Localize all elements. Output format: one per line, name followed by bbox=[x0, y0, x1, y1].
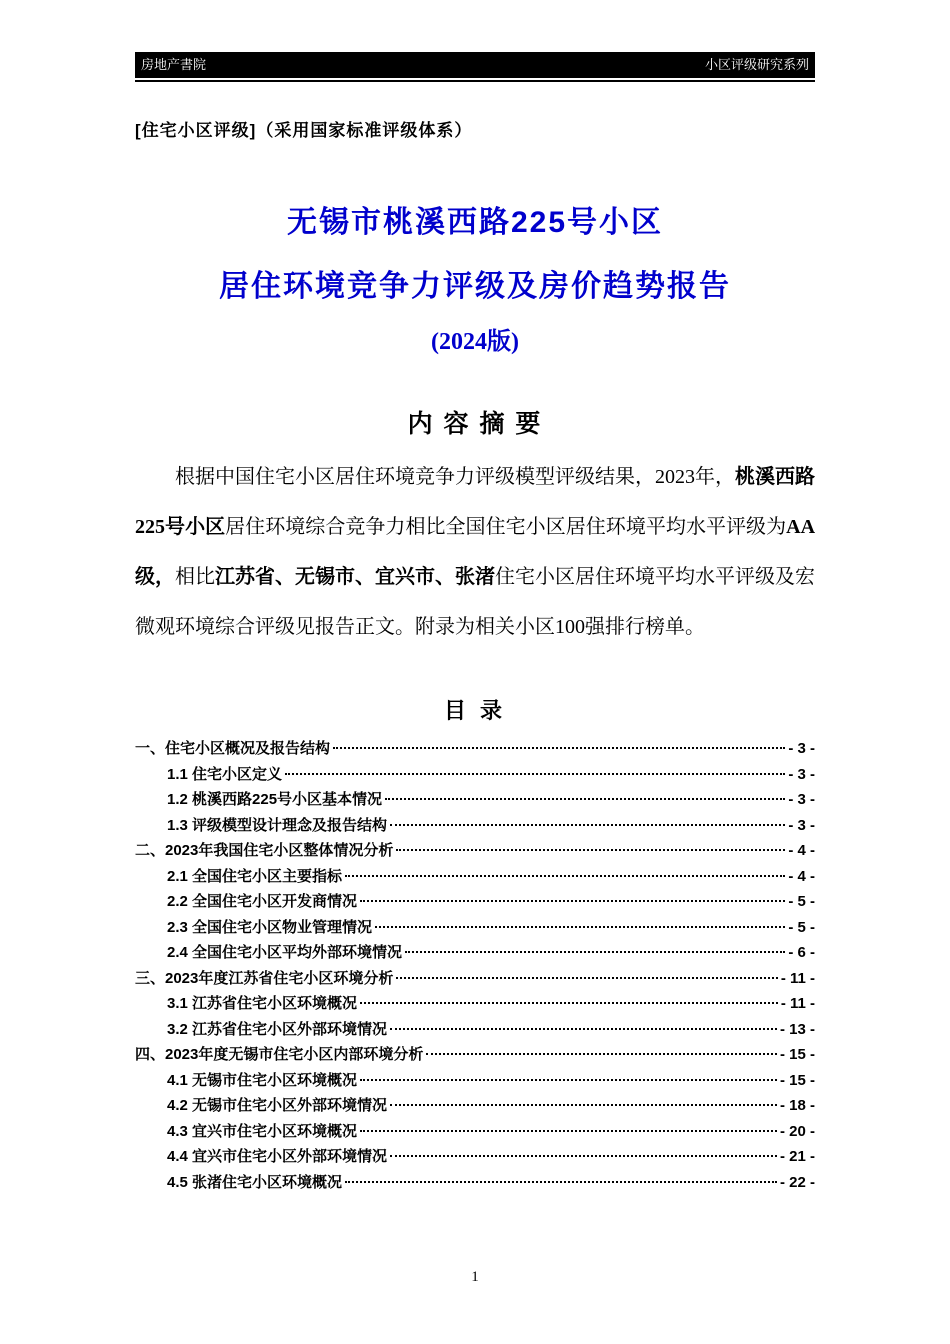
summary-run: 根据中国住宅小区居住环境竞争力评级模型评级结果，2023年， bbox=[175, 466, 735, 488]
toc-entry-page: - 11 - bbox=[780, 969, 815, 987]
toc-dot-leader bbox=[426, 1053, 777, 1055]
toc-entry-label: 3.2 江苏省住宅小区外部环境情况 bbox=[167, 1020, 388, 1038]
toc-heading: 目 录 bbox=[443, 698, 507, 723]
toc-dot-leader bbox=[285, 773, 785, 775]
toc-entry[interactable] bbox=[135, 916, 815, 942]
toc-dot-leader bbox=[375, 926, 785, 928]
toc-dot-leader bbox=[390, 824, 785, 826]
document-header-band bbox=[135, 52, 815, 78]
summary-run-community-name: 桃溪西路225号小区 bbox=[135, 466, 815, 538]
toc-dot-leader bbox=[385, 798, 785, 800]
summary-heading: 内 容 摘 要 bbox=[407, 410, 543, 438]
toc-entry[interactable] bbox=[135, 1171, 815, 1197]
toc-entry-page: - 18 - bbox=[779, 1097, 815, 1114]
toc-dot-leader bbox=[405, 951, 785, 953]
toc-dot-leader bbox=[360, 1002, 778, 1004]
toc-entry[interactable] bbox=[135, 763, 815, 789]
toc-entry[interactable] bbox=[135, 941, 815, 967]
toc-entry-page: - 15 - bbox=[779, 1046, 815, 1063]
toc-dot-leader bbox=[345, 1181, 777, 1183]
toc-entry-page: - 3 - bbox=[788, 791, 815, 808]
summary-run: 相比 bbox=[175, 566, 215, 588]
toc-entry-page: - 3 - bbox=[788, 816, 815, 834]
toc-entry-page: - 13 - bbox=[779, 1020, 815, 1038]
summary-run: 住宅小区居住环境平均水平评级及宏微观环境综合评级见报告正文。附录为相关小区100强排行榜单。 bbox=[135, 566, 815, 638]
toc-dot-leader bbox=[333, 747, 785, 749]
toc-entry-label: 4.4 宜兴市住宅小区外部环境情况 bbox=[167, 1148, 388, 1165]
summary-run-regions: 江苏省、无锡市、宜兴市、张渚 bbox=[215, 566, 495, 588]
toc-entry-label: 2.4 全国住宅小区平均外部环境情况 bbox=[167, 944, 403, 961]
table-of-contents bbox=[135, 737, 815, 1196]
toc-entry-label: 一、住宅小区概况及报告结构 bbox=[135, 740, 331, 757]
summary-run-rating: AA级， bbox=[135, 516, 816, 588]
toc-entry[interactable] bbox=[135, 1094, 815, 1120]
toc-dot-leader bbox=[390, 1104, 777, 1106]
toc-dot-leader bbox=[345, 875, 785, 877]
toc-entry-label: 四、2023年度无锡市住宅小区内部环境分析 bbox=[135, 1046, 424, 1063]
toc-entry-page: - 5 - bbox=[788, 893, 815, 910]
toc-entry-page: - 21 - bbox=[779, 1148, 815, 1165]
toc-entry-label: 1.2 桃溪西路225号小区基本情况 bbox=[167, 791, 383, 808]
toc-entry-label: 4.2 无锡市住宅小区外部环境情况 bbox=[167, 1097, 388, 1114]
toc-dot-leader bbox=[360, 1079, 777, 1081]
toc-entry[interactable] bbox=[135, 967, 815, 993]
toc-entry[interactable] bbox=[135, 737, 815, 763]
report-category-line: [住宅小区评级]（采用国家标准评级体系） bbox=[135, 121, 473, 140]
toc-entry-label: 2.2 全国住宅小区开发商情况 bbox=[167, 893, 358, 910]
toc-dot-leader bbox=[360, 1130, 777, 1132]
toc-entry-page: - 4 - bbox=[788, 867, 815, 885]
toc-entry[interactable] bbox=[135, 839, 815, 865]
toc-dot-leader bbox=[390, 1155, 777, 1157]
toc-entry-page: - 3 - bbox=[788, 765, 815, 783]
page-number: 1 bbox=[471, 1269, 479, 1285]
toc-entry-label: 1.1 住宅小区定义 bbox=[167, 765, 283, 783]
summary-paragraph bbox=[135, 452, 815, 652]
toc-dot-leader bbox=[396, 849, 785, 851]
header-divider bbox=[135, 80, 815, 82]
summary-run: 居住环境综合竞争力相比全国住宅小区居住环境平均水平评级为 bbox=[225, 516, 787, 538]
toc-entry[interactable] bbox=[135, 992, 815, 1018]
toc-entry-label: 4.1 无锡市住宅小区环境概况 bbox=[167, 1071, 358, 1089]
toc-entry-label: 4.5 张渚住宅小区环境概况 bbox=[167, 1173, 343, 1191]
toc-entry-label: 3.1 江苏省住宅小区环境概况 bbox=[167, 995, 358, 1012]
toc-entry-page: - 20 - bbox=[779, 1122, 815, 1140]
toc-entry-page: - 5 - bbox=[788, 918, 815, 936]
toc-dot-leader bbox=[390, 1028, 777, 1030]
toc-entry[interactable] bbox=[135, 1120, 815, 1146]
toc-entry[interactable] bbox=[135, 814, 815, 840]
report-edition: (2024版) bbox=[431, 329, 519, 355]
toc-entry-label: 二、2023年我国住宅小区整体情况分析 bbox=[135, 842, 394, 859]
header-left-brand: 房地产書院 bbox=[141, 57, 207, 72]
toc-entry-label: 三、2023年度江苏省住宅小区环境分析 bbox=[135, 969, 394, 987]
header-right-series: 小区评级研究系列 bbox=[704, 57, 809, 72]
toc-entry-label: 4.3 宜兴市住宅小区环境概况 bbox=[167, 1122, 358, 1140]
toc-entry-page: - 3 - bbox=[788, 740, 815, 757]
toc-entry[interactable] bbox=[135, 1069, 815, 1095]
toc-entry-label: 1.3 评级模型设计理念及报告结构 bbox=[167, 816, 388, 834]
toc-entry[interactable] bbox=[135, 1043, 815, 1069]
toc-entry[interactable] bbox=[135, 865, 815, 891]
toc-entry[interactable] bbox=[135, 1145, 815, 1171]
toc-dot-leader bbox=[396, 977, 777, 979]
title-block bbox=[135, 197, 815, 356]
toc-entry[interactable] bbox=[135, 788, 815, 814]
toc-entry-page: - 4 - bbox=[788, 842, 815, 859]
toc-dot-leader bbox=[360, 900, 785, 902]
report-title-line1: 无锡市桃溪西路225号小区 bbox=[286, 206, 664, 239]
toc-entry-page: - 15 - bbox=[779, 1071, 815, 1089]
toc-entry-label: 2.3 全国住宅小区物业管理情况 bbox=[167, 918, 373, 936]
toc-entry-label: 2.1 全国住宅小区主要指标 bbox=[167, 867, 343, 885]
toc-entry[interactable] bbox=[135, 890, 815, 916]
toc-entry-page: - 22 - bbox=[779, 1173, 815, 1191]
report-title-line2: 居住环境竞争力评级及房价趋势报告 bbox=[219, 270, 731, 303]
toc-entry-page: - 11 - bbox=[780, 995, 815, 1012]
toc-entry-page: - 6 - bbox=[788, 944, 815, 961]
toc-entry[interactable] bbox=[135, 1018, 815, 1044]
